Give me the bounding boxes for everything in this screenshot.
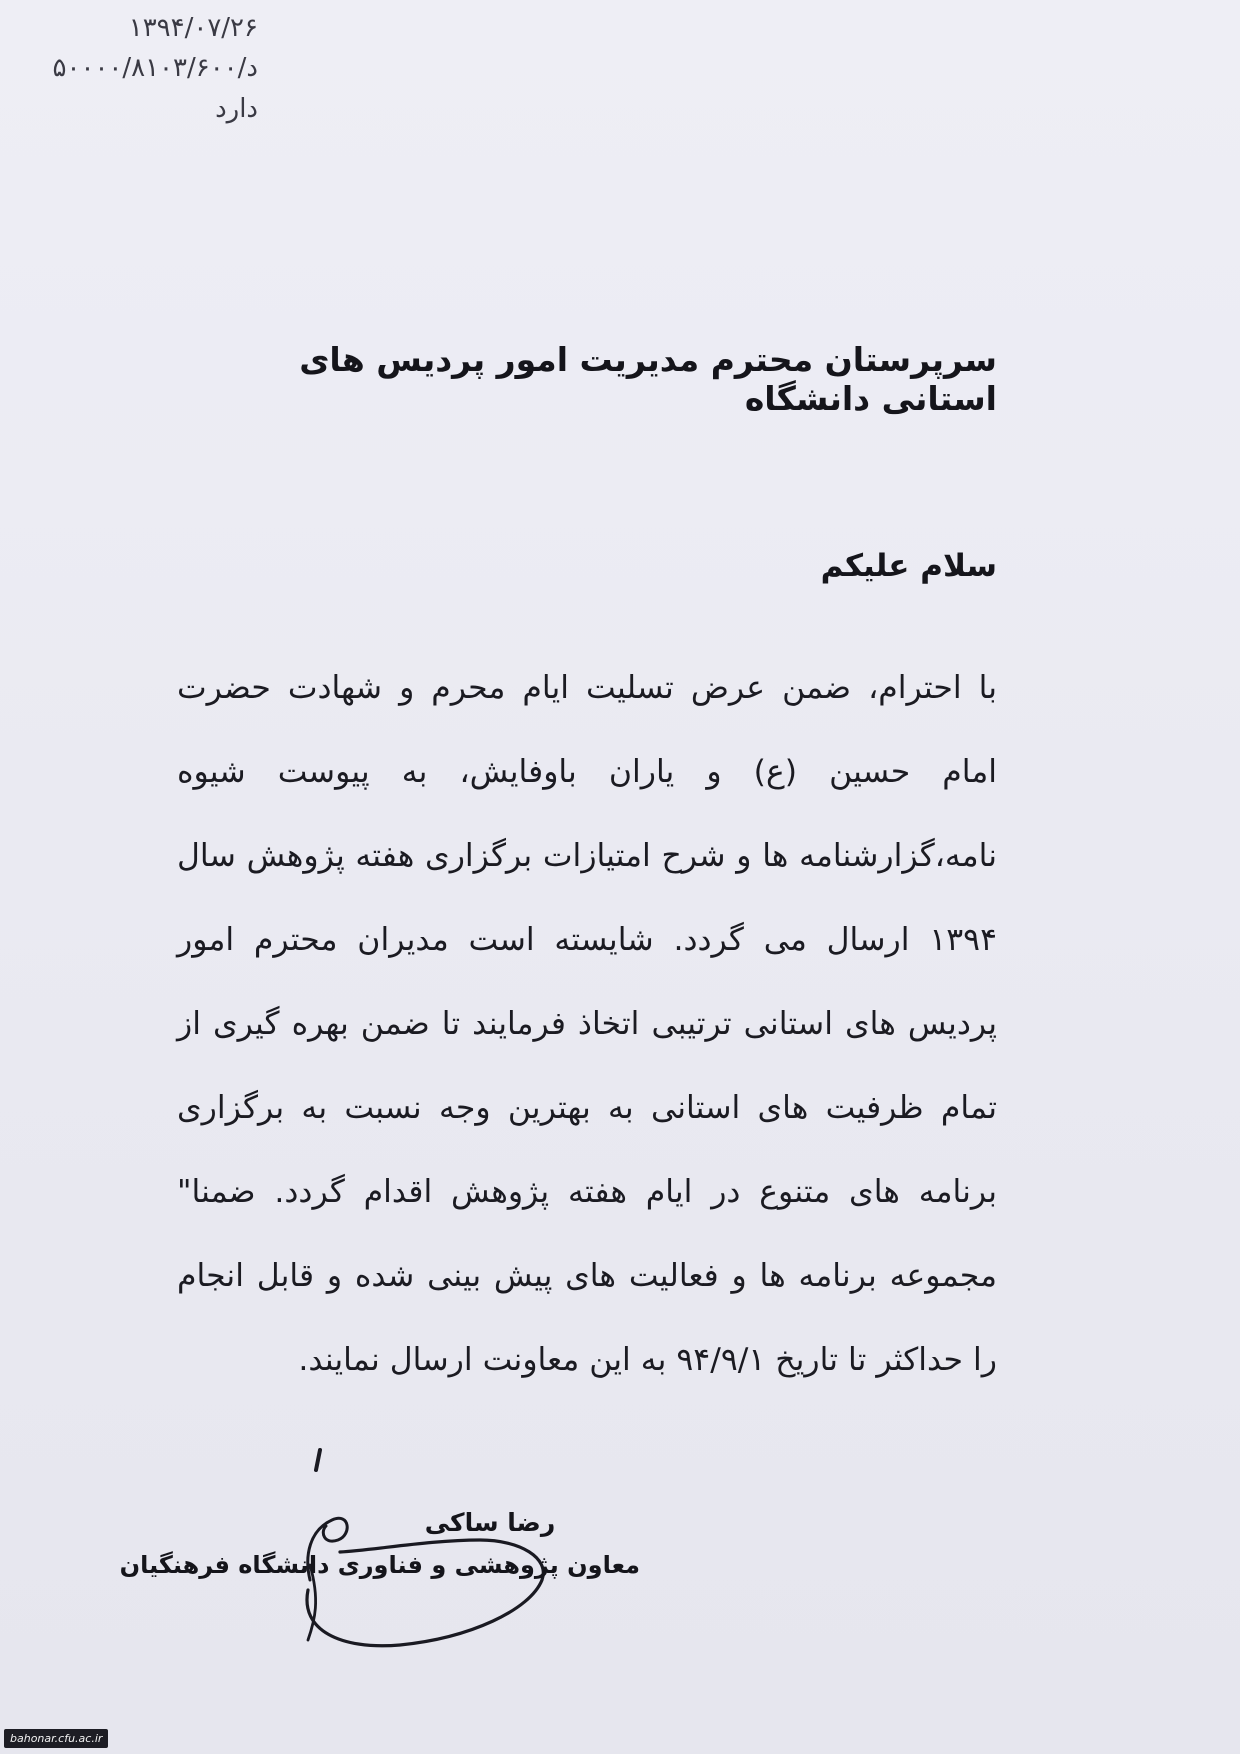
letter-date: ۱۳۹۴/۰۷/۲۶ xyxy=(128,13,258,43)
source-watermark: bahonar.cfu.ac.ir xyxy=(4,1729,108,1748)
letter-body: با احترام، ضمن عرض تسلیت ایام محرم و شهادت حضرت امام حسین (ع) و یاران باوفایش، به پیوست شیوه نامه،گزارشنامه ها و شرح امتیازات برگزاری هفته پژوهش سال ۱۳۹۴ ارسال می گردد. شایسته است مدیران محترم امور پردیس های استانی ترتیبی اتخاذ فرمایند تا ضمن بهره گیری از تمام ظرفیت های استانی به بهترین وجه نسبت به برگزاری برنامه های متنوع در ایام هفته پژوهش اقدام گردد. ضمنا" مجموعه برنامه ها و فعالیت های پیش بینی شده و قابل انجام را حداکثر تا تاریخ ۹۴/۹/۱ به این معاونت ارسال نمایند. xyxy=(177,670,997,1378)
signer-title: معاون پژوهشی و فناوری دانشگاه فرهنگیان xyxy=(119,1551,640,1579)
letter-salutation: سلام علیکم xyxy=(820,548,997,584)
signer-name: رضا ساکی xyxy=(424,1508,556,1537)
letter-number: د/۵۰۰۰۰/۸۱۰۳/۶۰۰ xyxy=(52,53,258,84)
attachment-status: دارد xyxy=(215,93,258,124)
letter-meta xyxy=(48,8,258,129)
signature-block xyxy=(119,1508,640,1579)
letter-addressee: سرپرستان محترم مدیریت امور پردیس های استانی دانشگاه xyxy=(299,340,997,418)
